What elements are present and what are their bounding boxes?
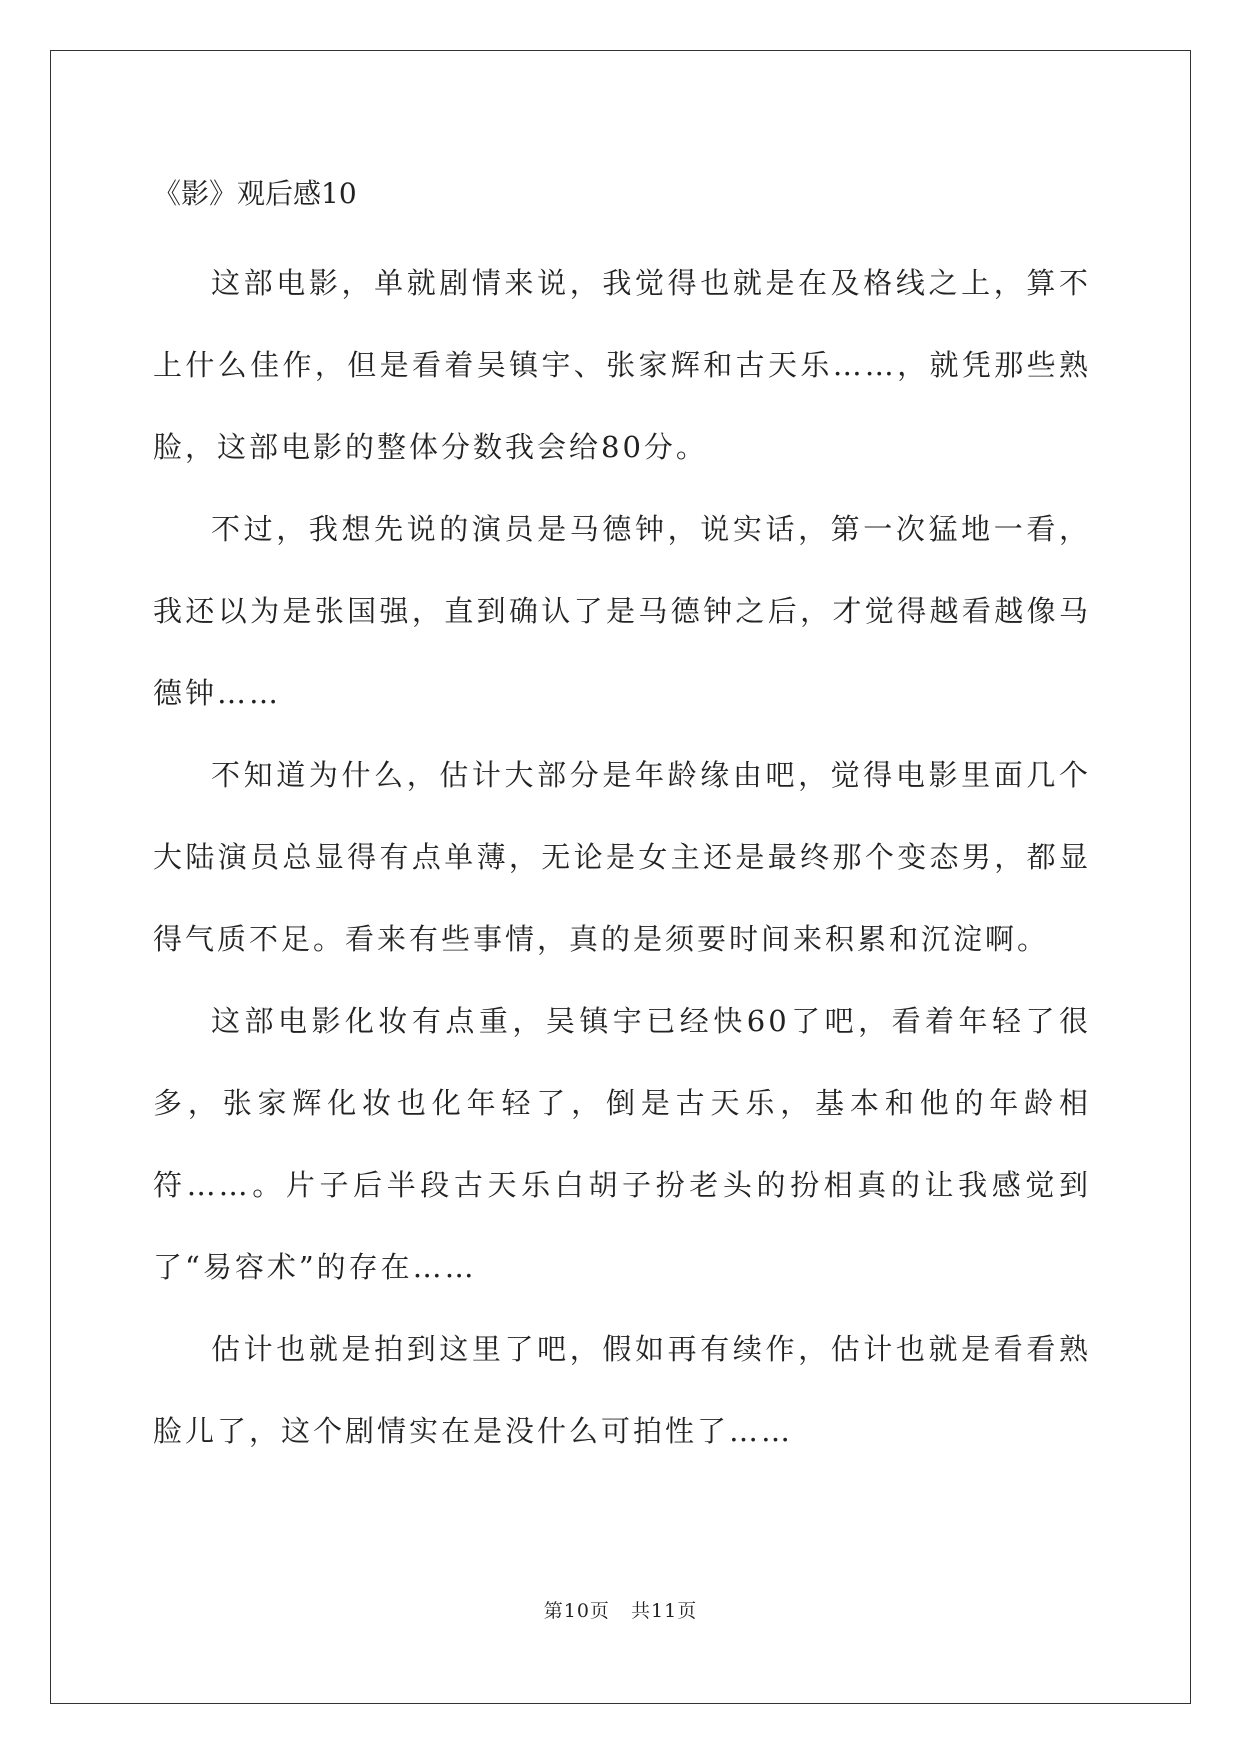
paragraph-2: 不过，我想先说的演员是马德钟，说实话，第一次猛地一看，我还以为是张国强，直到确认了是马德钟之后，才觉得越看越像马德钟…… xyxy=(153,512,1091,710)
document-body xyxy=(153,160,1091,1472)
page-footer xyxy=(0,1596,1241,1623)
page-number: 第10页 共11页 xyxy=(543,1600,698,1622)
document-title: 《影》观后感10 xyxy=(153,177,357,210)
paragraph-3: 不知道为什么，估计大部分是年龄缘由吧，觉得电影里面几个大陆演员总显得有点单薄，无论是女主还是最终那个变态男，都显得气质不足。看来有些事情，真的是须要时间来积累和沉淀啊。 xyxy=(153,758,1091,956)
paragraph-5: 估计也就是拍到这里了吧，假如再有续作，估计也就是看看熟脸儿了，这个剧情实在是没什么可拍性了…… xyxy=(153,1332,1091,1448)
paragraph-4: 这部电影化妆有点重，吴镇宇已经快60了吧，看着年轻了很多，张家辉化妆也化年轻了，倒是古天乐，基本和他的年龄相符……。片子后半段古天乐白胡子扮老头的扮相真的让我感觉到了“易容术”的存在…… xyxy=(153,1004,1091,1284)
paragraph-1: 这部电影，单就剧情来说，我觉得也就是在及格线之上，算不上什么佳作，但是看着吴镇宇、张家辉和古天乐……，就凭那些熟脸，这部电影的整体分数我会给80分。 xyxy=(153,266,1091,464)
